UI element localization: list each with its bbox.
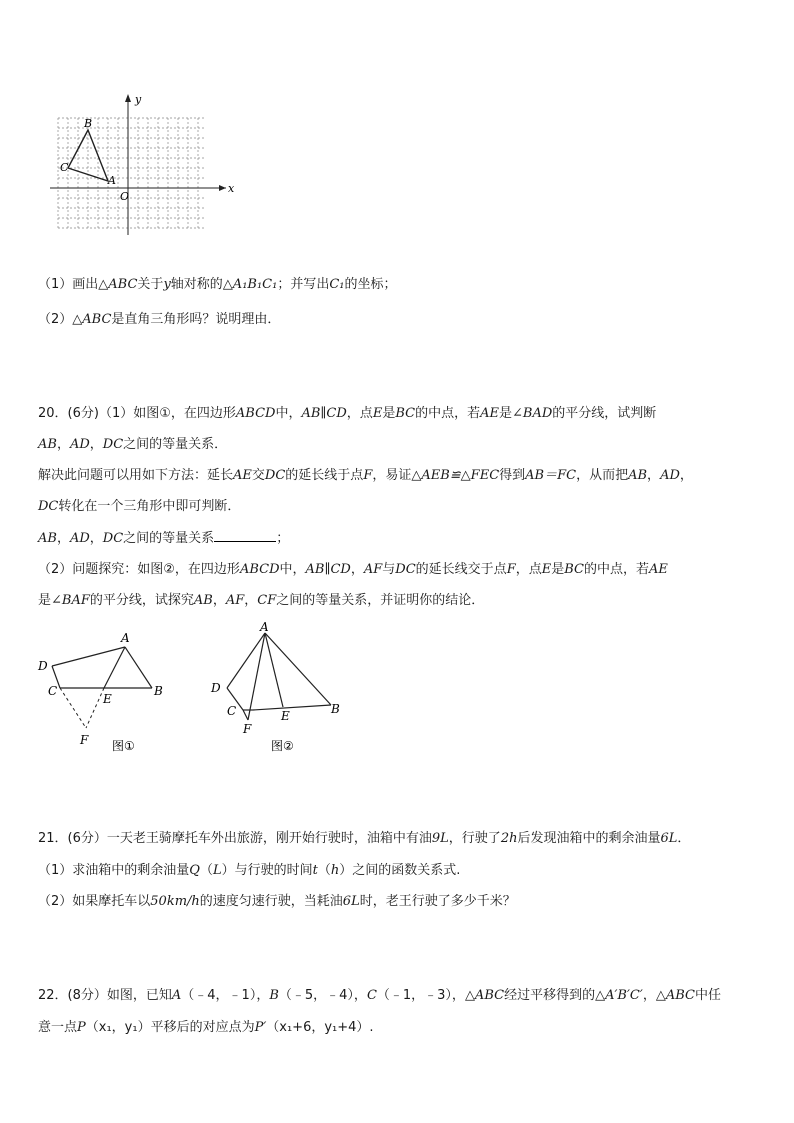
svg-text:B: B [154, 684, 163, 698]
svg-text:x: x [228, 182, 235, 195]
svg-text:y: y [135, 93, 142, 106]
q20-line6: （2）问题探究：如图②，在四边形ABCD中，AB∥CD，AF与DC的延长线交于点F，点E是BC的中点，若AE [38, 562, 668, 577]
svg-text:O: O [120, 190, 130, 203]
svg-text:D: D [38, 659, 48, 673]
svg-text:E: E [281, 709, 290, 723]
svg-text:D: D [211, 681, 221, 695]
q21-line3: （2）如果摩托车以50km/h的速度匀速行驶，当耗油6L时，老王行驶了多少千米？ [38, 894, 516, 909]
q20-figure-2 [205, 615, 355, 760]
svg-text:图②: 图② [271, 739, 294, 753]
svg-text:图①: 图① [112, 739, 135, 753]
svg-text:B: B [84, 117, 93, 130]
q20-line2: AB，AD，DC之间的等量关系． [38, 437, 228, 452]
svg-text:A: A [121, 631, 130, 645]
q22-line1: 22．(8分）如图，已知A（﹣4，﹣1），B（﹣5，﹣4），C（﹣1，﹣3），△ABC经过平移得到的△A′B′C′，△ABC中任 [38, 988, 722, 1003]
q20-line1: 20．(6分)（1）如图①，在四边形ABCD中，AB∥CD，点E是BC的中点，若AE是∠BAD的平分线，试判断 [38, 406, 657, 421]
q19-coordinate-grid [50, 90, 240, 235]
svg-text:A: A [108, 174, 116, 187]
svg-text:F: F [80, 733, 89, 747]
svg-text:F: F [243, 722, 252, 736]
q20-line4: DC转化在一个三角形中即可判断． [38, 499, 241, 514]
q22-line2: 意一点P（x₁，y₁）平移后的对应点为P′（x₁+6，y₁+4）. [38, 1020, 374, 1035]
svg-text:B: B [331, 702, 340, 716]
q19-part1: （1）画出△ABC关于y轴对称的△A₁B₁C₁；并写出C₁的坐标； [38, 277, 397, 292]
svg-text:C: C [60, 161, 69, 174]
answer-blank[interactable] [214, 529, 276, 542]
q20-line7: 是∠BAF的平分线，试探究AB，AF，CF之间的等量关系，并证明你的结论． [38, 593, 485, 608]
q19-part2: （2）△ABC是直角三角形吗？说明理由． [38, 312, 281, 327]
svg-text:A: A [260, 620, 269, 634]
svg-text:C: C [48, 684, 58, 698]
svg-text:E: E [103, 692, 112, 706]
q20-line5: AB，AD，DC之间的等量关系 ； [38, 531, 290, 546]
svg-text:C: C [227, 704, 237, 718]
q20-figure-1 [30, 625, 180, 760]
q21-line2: （1）求油箱中的剩余油量Q（L）与行驶的时间t（h）之间的函数关系式. [38, 863, 461, 878]
q21-line1: 21．(6分）一天老王骑摩托车外出旅游，刚开始行驶时，油箱中有油9L，行驶了2h后发现油箱中的剩余油量6L． [38, 831, 691, 846]
q20-line3: 解决此问题可以用如下方法：延长AE交DC的延长线于点F，易证△AEB≌△FEC得到AB＝FC，从而把AB，AD， [38, 468, 693, 483]
